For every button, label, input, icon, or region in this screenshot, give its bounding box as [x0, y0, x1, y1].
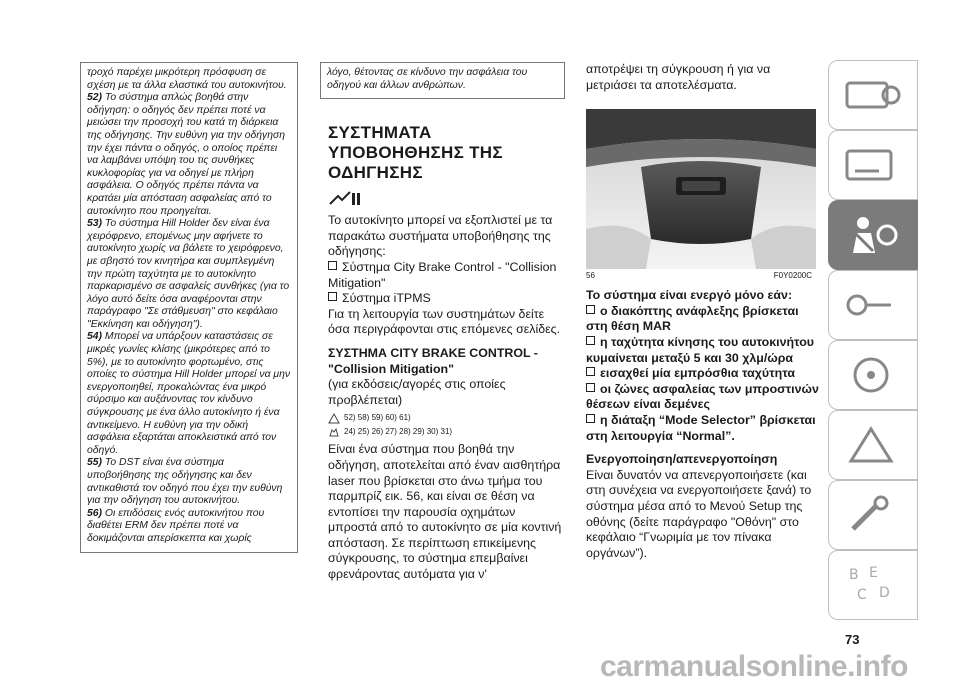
continued-text: αποτρέψει τη σύγκρουση ή για να μετριάσει τα αποτελέσματα.: [586, 62, 771, 92]
warning-triangle-icon: [843, 425, 903, 465]
note-item: 55) Το DST είναι ένα σύστημα υποβοήθησης της οδήγησης και δεν αντικαθιστά τον οδηγό που έχει την ευθύνη για την οδήγηση του αυτοκινήτου.: [87, 457, 283, 507]
active-conditions-title: Το σύστημα είναι ενεργό μόνο εάν:: [586, 288, 793, 303]
svg-text:B: B: [849, 567, 859, 583]
list-item: εισαχθεί μία εμπρόσθια ταχύτητα: [586, 366, 822, 382]
list-item: η διάταξη “Mode Selector” βρίσκεται στη λειτουργία “Normal”.: [586, 412, 816, 443]
list-item: Σύστημα iTPMS: [328, 291, 565, 307]
cbc-subtitle: (για εκδόσεις/αγορές στις οποίες προβλέπεται): [328, 377, 506, 407]
bullet-box-icon: [586, 336, 595, 345]
bullet-box-icon: [328, 261, 337, 270]
toggle-title: Ενεργοποίηση/απενεργοποίηση: [586, 452, 778, 467]
tab-index[interactable]: [828, 550, 918, 620]
tab-maintenance[interactable]: [828, 480, 918, 550]
dashboard-icon: [843, 145, 903, 185]
page-number: 73: [845, 632, 860, 647]
tab-keys[interactable]: [828, 270, 918, 340]
warning-notes-box: [80, 62, 298, 553]
middle-column: [320, 62, 565, 583]
figure-caption: [586, 271, 812, 280]
cbc-title: ΣΥΣΤΗΜΑ CITY BRAKE CONTROL - "Collision Mitigation": [328, 345, 538, 376]
list-item: Σύστημα City Brake Control - "Collision Mitigation": [328, 259, 557, 290]
toggle-body: Είναι δυνατόν να απενεργοποιήσετε (και στη συνέχεια να ενεργοποιήσετε ξανά) το σύστημα μέσα από το Μενού Setup της οθόνης (δείτε παράγραφο "Οθόνη" στο κεφάλαιο “Γνωριμία με τον πίνακα οργάνων”).: [586, 467, 812, 560]
section-title: ΣΥΣΤΗΜΑΤΑ ΥΠΟΒΟΗΘΗΣΗΣ ΤΗΣ ΟΔΗΓΗΣΗΣ: [328, 123, 503, 183]
notice-refs-row: 24) 25) 26) 27) 28) 29) 30) 31): [328, 426, 565, 438]
driver-assist-icon: [328, 190, 362, 208]
list-item: η ταχύτητα κίνησης του αυτοκινήτου κυμαίνεται μεταξύ 5 και 30 χλμ/ώρα: [586, 334, 815, 365]
left-column: [80, 62, 298, 553]
hand-notice-icon: [328, 427, 340, 438]
tab-starting-driving[interactable]: [828, 340, 918, 410]
bullet-box-icon: [328, 292, 337, 301]
keys-icon: [843, 285, 903, 325]
sensor-illustration: [586, 109, 816, 269]
figure-number: 56: [586, 271, 595, 281]
svg-text:E: E: [869, 565, 878, 581]
list-item: οι ζώνες ασφαλείας των μπροστινών θέσεων είναι δεμένες: [586, 381, 819, 412]
note-item: 53) Το σύστημα Hill Holder δεν είναι ένα χειρόφρενο, επομένως μην αφήνετε το αυτοκίνητο χωρίς να βάλετε το χειρόφρενο, με σβηστό τον κινητήρα και συμπλεγμένη την πρώτη ταχύτητα με το αυτοκίνητο παρκαρισμένο σε ασφαλείς συνθήκες (για το λόγο αυτό δείτε όσα αναφέρονται στην παράγραφο "Σε στάθμευση" στο κεφάλαιο "Εκκίνηση και οδήγηση").: [87, 218, 290, 330]
note-item: 52) Το σύστημα απλώς βοηθά στην οδήγηση: ο οδηγός δεν πρέπει ποτέ να μειώσει την προσοχή του κατά τη διάρκεια της οδήγησης. Την ευθύνη για την οδήγηση την έχει πάντα ο οδηγός, ο οποίος πρέπει να λαμβάνει υπόψη του τις συνθήκες κυκλοφορίας για να οδηγεί με πλήρη ασφάλεια. Ο οδηγός πρέπει πάντα να κρατάει μία απόσταση ασφαλείας από το αυτοκίνητο που προηγείται.: [87, 92, 286, 217]
car-info-icon: [843, 75, 903, 115]
note-item: 56) Οι επιδόσεις ενός αυτοκινήτου που διαθέτει ERM δεν πρέπει ποτέ να δοκιμάζονται απερίσκεπτα και χωρίς: [87, 507, 265, 544]
warning-note-continuation: λόγο, θέτοντας σε κίνδυνο την ασφάλεια του οδηγού και άλλων ανθρώπων.: [320, 62, 565, 99]
right-column: [586, 62, 822, 561]
warning-refs-row: 52) 58) 59) 60) 61): [328, 412, 565, 424]
chapter-tabs: [828, 60, 918, 620]
tab-emergency[interactable]: [828, 410, 918, 480]
note-item: τροχό παρέχει μικρότερη πρόσφυση σε σχέση με τα άλλα ελαστικά του αυτοκινήτου.: [87, 67, 287, 91]
bullet-box-icon: [586, 305, 595, 314]
wrench-icon: [843, 495, 903, 535]
systems-note: Για τη λειτουργία των συστημάτων δείτε όσα περιγράφονται στις επόμενες σελίδες.: [328, 306, 561, 337]
warning-triangle-icon: [328, 413, 340, 424]
list-item: ο διακόπτης ανάφλεξης βρίσκεται στη θέση MAR: [586, 303, 799, 334]
tab-dashboard[interactable]: [828, 130, 918, 200]
svg-text:D: D: [879, 585, 890, 601]
steering-wheel-icon: [843, 355, 903, 395]
cbc-body: Είναι ένα σύστημα που βοηθά την οδήγηση, αποτελείται από έναν αισθητήρα laser που βρίσκεται στο άνω τμήμα του παρμπρίζ εικ. 56, και είναι σε θέση να εντοπίσει την παρουσία οχημάτων μπροστά από το αυτοκίνητο σε μία κοντινή απόσταση. Σε περίπτωση επικείμενης σύγκρουσης, το σύστημα επεμβαίνει φρενάροντας αυτόματα για ν': [328, 442, 562, 582]
watermark: carmanualsonline.info: [600, 650, 908, 683]
bullet-box-icon: [586, 383, 595, 392]
tab-safety[interactable]: [828, 200, 918, 270]
svg-text:C: C: [857, 587, 867, 603]
bullet-box-icon: [586, 414, 595, 423]
windshield-sensor-photo: [586, 109, 816, 269]
figure-code: F0Y0200C: [773, 271, 812, 281]
bullet-box-icon: [586, 367, 595, 376]
symbol-row: [328, 189, 565, 209]
tab-car-info[interactable]: [828, 60, 918, 130]
index-letters-icon: [843, 561, 903, 605]
note-item: 54) Μπορεί να υπάρξουν καταστάσεις σε μικρές γωνίες κλίσης (μικρότερες από το 5%), με το αυτοκίνητο φορτωμένο, στις οποίες το σύστημα Hill Holder μπορεί να μην ενεργοποιηθεί, προκαλώντας ένα μικρό σύρσιμο και αυξάνοντας τον κίνδυνο σύγκρουσης με ένα άλλο αυτοκίνητο ή ένα αντικείμενο. Η ευθύνη για την οδική ασφάλεια εξαρτάται αποκλειστικά από τον οδηγό.: [87, 331, 291, 456]
intro-text: Το αυτοκίνητο μπορεί να εξοπλιστεί με τα παρακάτω συστήματα υποβοήθησης της οδήγησης:: [328, 213, 553, 259]
seatbelt-airbag-icon: [843, 213, 903, 257]
